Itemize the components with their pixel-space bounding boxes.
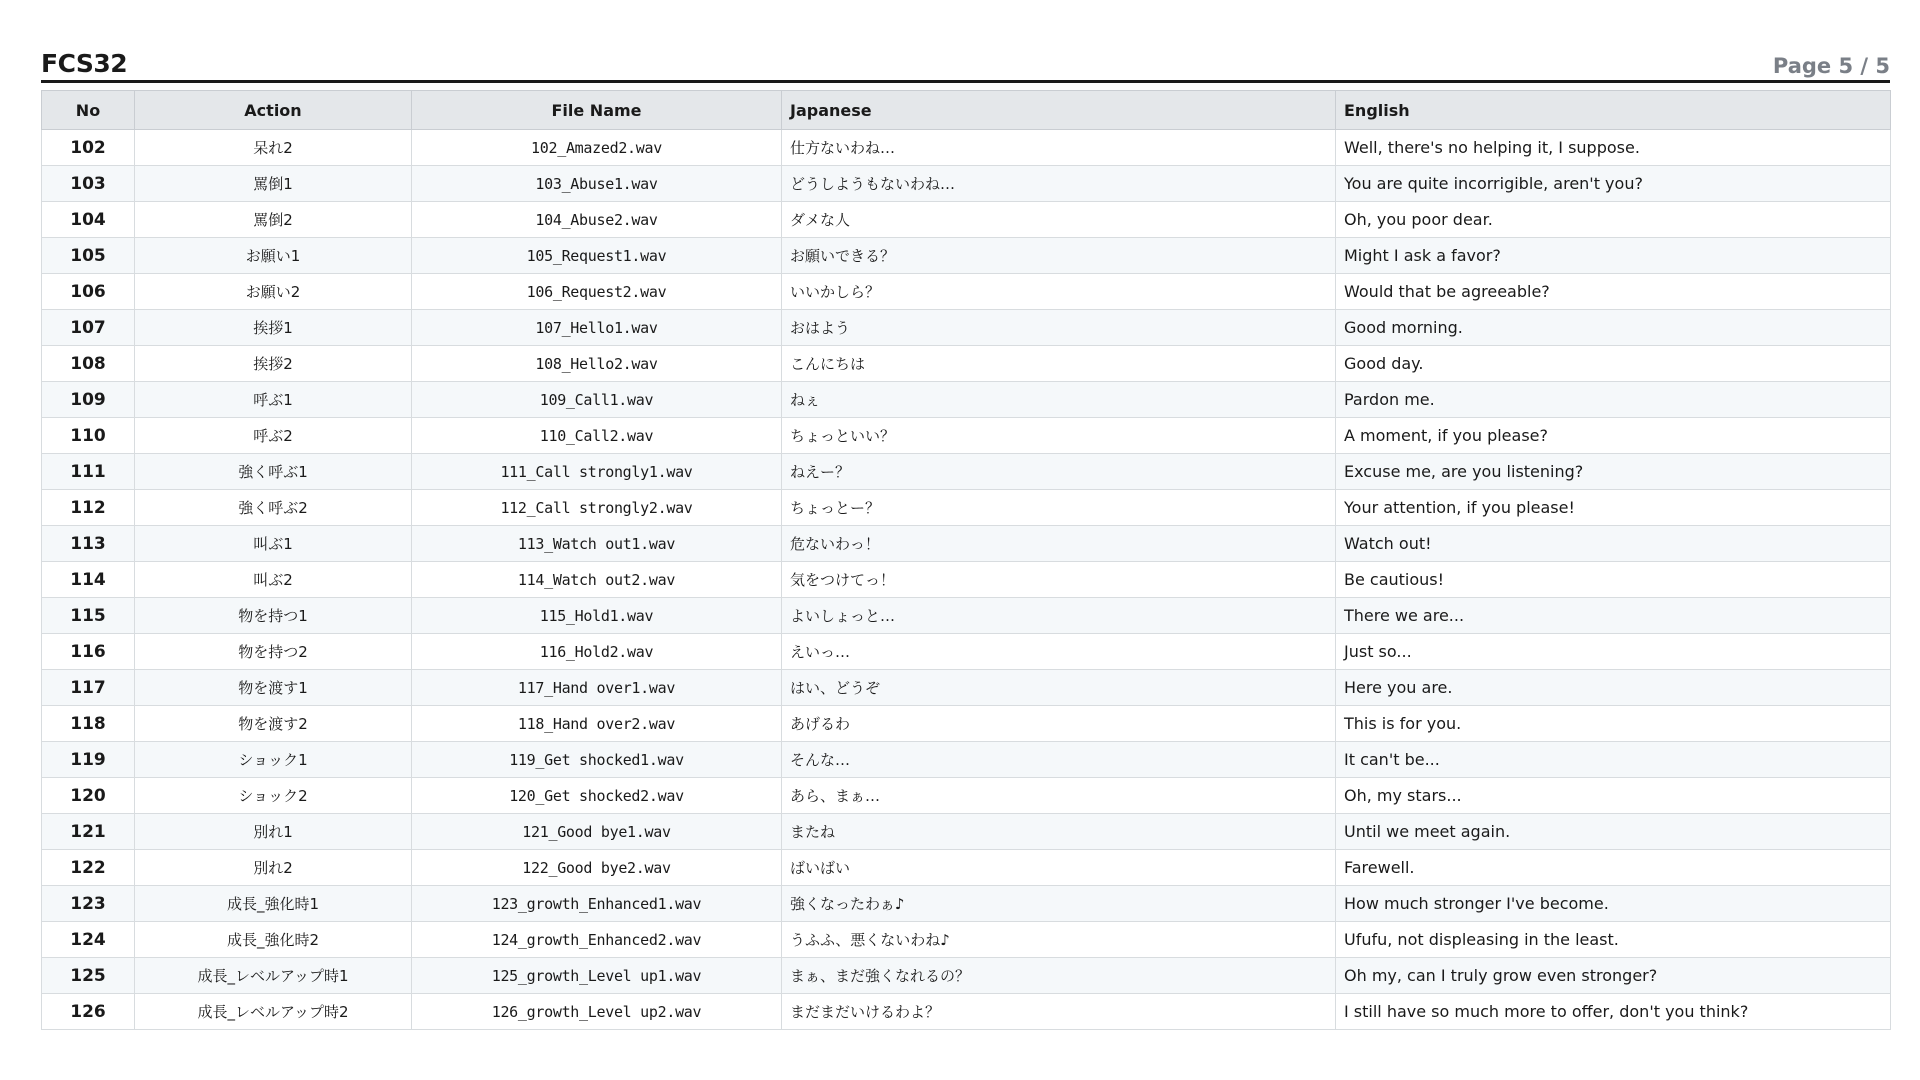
cell-japanese: またね [782,814,1336,850]
cell-file-name: 108_Hello2.wav [412,346,782,382]
cell-japanese: はい、どうぞ [782,670,1336,706]
cell-file-name: 102_Amazed2.wav [412,130,782,166]
voice-lines-table [41,90,1891,1030]
cell-english: Watch out! [1336,526,1891,562]
cell-english: It can't be... [1336,742,1891,778]
cell-file-name: 103_Abuse1.wav [412,166,782,202]
cell-action: 物を渡す1 [135,670,412,706]
cell-file-name: 125_growth_Level up1.wav [412,958,782,994]
cell-file-name: 110_Call2.wav [412,418,782,454]
cell-no: 125 [42,958,135,994]
cell-english: Would that be agreeable? [1336,274,1891,310]
page-header [41,40,1890,83]
cell-action: 呆れ2 [135,130,412,166]
document-title: FCS32 [41,49,128,78]
table-row [42,778,1891,814]
table-row [42,382,1891,418]
cell-english: Oh my, can I truly grow even stronger? [1336,958,1891,994]
cell-english: There we are... [1336,598,1891,634]
cell-file-name: 114_Watch out2.wav [412,562,782,598]
table-row [42,238,1891,274]
cell-japanese: 危ないわっ！ [782,526,1336,562]
cell-japanese: ねぇ [782,382,1336,418]
page-indicator: Page 5 / 5 [1772,54,1890,78]
cell-japanese: どうしようもないわね… [782,166,1336,202]
table-row [42,742,1891,778]
cell-japanese: あら、まぁ… [782,778,1336,814]
cell-no: 124 [42,922,135,958]
cell-no: 122 [42,850,135,886]
cell-action: 強く呼ぶ2 [135,490,412,526]
cell-no: 109 [42,382,135,418]
cell-japanese: まぁ、まだ強くなれるの？ [782,958,1336,994]
cell-file-name: 118_Hand over2.wav [412,706,782,742]
cell-action: 物を持つ2 [135,634,412,670]
cell-english: Just so... [1336,634,1891,670]
table-row [42,490,1891,526]
column-header-action: Action [135,91,412,130]
cell-japanese: ばいばい [782,850,1336,886]
cell-japanese: よいしょっと… [782,598,1336,634]
cell-file-name: 112_Call strongly2.wav [412,490,782,526]
cell-no: 103 [42,166,135,202]
cell-japanese: ちょっといい？ [782,418,1336,454]
cell-english: I still have so much more to offer, don't you think? [1336,994,1891,1030]
cell-no: 120 [42,778,135,814]
cell-action: 物を持つ1 [135,598,412,634]
cell-file-name: 119_Get shocked1.wav [412,742,782,778]
table-row [42,562,1891,598]
cell-no: 108 [42,346,135,382]
cell-file-name: 113_Watch out1.wav [412,526,782,562]
cell-english: Be cautious! [1336,562,1891,598]
cell-file-name: 107_Hello1.wav [412,310,782,346]
cell-no: 104 [42,202,135,238]
cell-english: Ufufu, not displeasing in the least. [1336,922,1891,958]
cell-english: You are quite incorrigible, aren't you? [1336,166,1891,202]
cell-file-name: 109_Call1.wav [412,382,782,418]
cell-action: 挨拶1 [135,310,412,346]
cell-file-name: 106_Request2.wav [412,274,782,310]
table-row [42,274,1891,310]
cell-english: Here you are. [1336,670,1891,706]
cell-no: 106 [42,274,135,310]
cell-no: 112 [42,490,135,526]
table-row [42,526,1891,562]
cell-no: 116 [42,634,135,670]
cell-file-name: 115_Hold1.wav [412,598,782,634]
cell-english: This is for you. [1336,706,1891,742]
table-row [42,166,1891,202]
cell-no: 111 [42,454,135,490]
cell-action: 成長_レベルアップ時2 [135,994,412,1030]
cell-english: Good morning. [1336,310,1891,346]
cell-action: 別れ1 [135,814,412,850]
table-row [42,454,1891,490]
document-page [41,40,1890,1030]
cell-japanese: お願いできる？ [782,238,1336,274]
cell-no: 105 [42,238,135,274]
cell-no: 126 [42,994,135,1030]
cell-no: 119 [42,742,135,778]
cell-action: 呼ぶ2 [135,418,412,454]
cell-japanese: ダメな人 [782,202,1336,238]
table-row [42,994,1891,1030]
cell-no: 123 [42,886,135,922]
cell-english: Oh, you poor dear. [1336,202,1891,238]
cell-file-name: 111_Call strongly1.wav [412,454,782,490]
cell-action: 呼ぶ1 [135,382,412,418]
cell-japanese: ちょっとー？ [782,490,1336,526]
table-row [42,598,1891,634]
cell-action: 罵倒2 [135,202,412,238]
table-header-row [42,91,1891,130]
cell-file-name: 117_Hand over1.wav [412,670,782,706]
table-row [42,634,1891,670]
cell-english: Oh, my stars... [1336,778,1891,814]
cell-no: 118 [42,706,135,742]
cell-japanese: うふふ、悪くないわね♪ [782,922,1336,958]
cell-english: Until we meet again. [1336,814,1891,850]
cell-no: 113 [42,526,135,562]
cell-no: 121 [42,814,135,850]
cell-action: ショック2 [135,778,412,814]
cell-english: Might I ask a favor? [1336,238,1891,274]
cell-english: Well, there's no helping it, I suppose. [1336,130,1891,166]
cell-action: 物を渡す2 [135,706,412,742]
table-body [42,130,1891,1030]
column-header-file-name: File Name [412,91,782,130]
cell-file-name: 120_Get shocked2.wav [412,778,782,814]
table-row [42,130,1891,166]
cell-japanese: こんにちは [782,346,1336,382]
table-row [42,958,1891,994]
cell-file-name: 124_growth_Enhanced2.wav [412,922,782,958]
cell-english: Excuse me, are you listening? [1336,454,1891,490]
cell-japanese: 気をつけてっ！ [782,562,1336,598]
cell-no: 107 [42,310,135,346]
cell-action: 叫ぶ1 [135,526,412,562]
cell-action: 挨拶2 [135,346,412,382]
cell-file-name: 104_Abuse2.wav [412,202,782,238]
cell-english: Farewell. [1336,850,1891,886]
table-row [42,850,1891,886]
cell-no: 114 [42,562,135,598]
cell-japanese: そんな… [782,742,1336,778]
table-row [42,814,1891,850]
column-header-no: No [42,91,135,130]
column-header-japanese: Japanese [782,91,1336,130]
table-row [42,346,1891,382]
cell-english: Pardon me. [1336,382,1891,418]
cell-no: 115 [42,598,135,634]
cell-english: How much stronger I've become. [1336,886,1891,922]
table-row [42,886,1891,922]
cell-action: 別れ2 [135,850,412,886]
table-row [42,418,1891,454]
column-header-english: English [1336,91,1891,130]
cell-file-name: 122_Good bye2.wav [412,850,782,886]
cell-action: お願い2 [135,274,412,310]
cell-japanese: まだまだいけるわよ？ [782,994,1336,1030]
cell-english: A moment, if you please? [1336,418,1891,454]
cell-japanese: ねえー？ [782,454,1336,490]
cell-action: ショック1 [135,742,412,778]
cell-action: お願い1 [135,238,412,274]
cell-action: 成長_強化時1 [135,886,412,922]
table-row [42,922,1891,958]
cell-file-name: 123_growth_Enhanced1.wav [412,886,782,922]
cell-action: 成長_レベルアップ時1 [135,958,412,994]
cell-japanese: 仕方ないわね… [782,130,1336,166]
cell-file-name: 126_growth_Level up2.wav [412,994,782,1030]
cell-no: 102 [42,130,135,166]
cell-file-name: 121_Good bye1.wav [412,814,782,850]
cell-file-name: 116_Hold2.wav [412,634,782,670]
cell-action: 罵倒1 [135,166,412,202]
table-row [42,310,1891,346]
cell-japanese: あげるわ [782,706,1336,742]
cell-japanese: いいかしら？ [782,274,1336,310]
cell-action: 強く呼ぶ1 [135,454,412,490]
cell-file-name: 105_Request1.wav [412,238,782,274]
table-row [42,202,1891,238]
table-row [42,670,1891,706]
cell-japanese: 強くなったわぁ♪ [782,886,1336,922]
cell-english: Good day. [1336,346,1891,382]
cell-action: 叫ぶ2 [135,562,412,598]
cell-english: Your attention, if you please! [1336,490,1891,526]
cell-no: 110 [42,418,135,454]
cell-japanese: えいっ… [782,634,1336,670]
table-row [42,706,1891,742]
cell-no: 117 [42,670,135,706]
cell-action: 成長_強化時2 [135,922,412,958]
cell-japanese: おはよう [782,310,1336,346]
